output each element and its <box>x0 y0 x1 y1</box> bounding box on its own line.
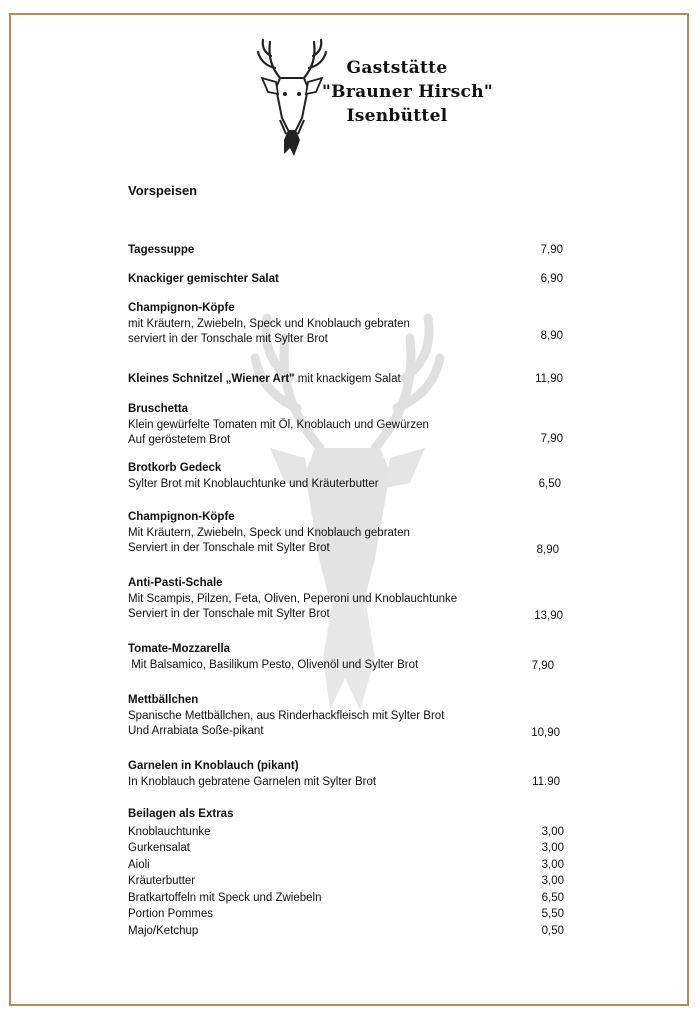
item-price: 8,90 <box>536 544 559 556</box>
extra-price: 3,00 <box>541 859 564 871</box>
item-description: Mit Balsamico, Basilikum Pesto, Olivenöl und Sylter Brot <box>128 658 419 671</box>
extras-title: Beilagen als Extras <box>128 808 234 820</box>
extra-price: 6,50 <box>541 892 564 904</box>
title-line-3: Isenbüttel <box>346 106 448 126</box>
menu-item <box>128 272 568 288</box>
extra-name: Gurkensalat <box>128 842 191 854</box>
menu-item <box>128 402 568 449</box>
menu-item <box>128 576 568 623</box>
item-name: Kleines Schnitzel „Wiener Art" <box>128 373 295 385</box>
item-price: 11.90 <box>532 776 560 788</box>
item-description: Sylter Brot mit Knoblauchtunke und Kräuterbutter <box>128 477 379 490</box>
item-description: Mit Kräutern, Zwiebeln, Speck und Knoblauch gebraten <box>128 526 410 539</box>
item-price: 13,90 <box>534 610 563 622</box>
item-description: Serviert in der Tonschale mit Sylter Brot <box>128 608 330 620</box>
item-price: 10,90 <box>531 727 560 739</box>
item-description: Auf geröstetem Brot <box>128 434 231 446</box>
restaurant-title <box>322 56 494 128</box>
item-price: 7,90 <box>531 660 554 672</box>
item-description: mit Kräutern, Zwiebeln, Speck und Knoblauch gebraten <box>128 317 410 330</box>
item-description: Spanische Mettbällchen, aus Rinderhackfleisch mit Sylter Brot <box>128 709 445 722</box>
item-price: 6,50 <box>538 478 561 490</box>
extra-name: Majo/Ketchup <box>128 925 199 937</box>
extra-price: 3,00 <box>541 875 564 887</box>
extra-name: Aioli <box>128 859 150 871</box>
item-name: Champignon-Köpfe <box>128 302 235 314</box>
item-name: Bruschetta <box>128 403 189 415</box>
item-name: Champignon-Köpfe <box>128 511 235 523</box>
title-line-1: Gaststätte <box>346 58 448 78</box>
item-name: Brotkorb Gedeck <box>128 462 222 474</box>
menu-item <box>128 243 568 259</box>
extra-name: Kräuterbutter <box>128 875 196 887</box>
extra-name: Knoblauchtunke <box>128 826 211 838</box>
item-description: In Knoblauch gebratene Garnelen mit Sylter Brot <box>128 775 377 788</box>
item-price: 6,90 <box>540 273 563 285</box>
item-price: 7,90 <box>540 433 563 445</box>
extra-name: Portion Pommes <box>128 908 214 920</box>
title-line-2: "Brauner Hirsch" <box>322 82 494 102</box>
menu-item <box>128 372 568 388</box>
item-name: Mettbällchen <box>128 694 199 706</box>
menu-item <box>128 301 568 348</box>
extra-price: 3,00 <box>541 842 564 854</box>
item-name: Anti-Pasti-Schale <box>128 577 223 589</box>
item-price: 7,90 <box>540 244 563 256</box>
extra-name: Bratkartoffeln mit Speck und Zwiebeln <box>128 892 322 904</box>
item-price: 8,90 <box>540 330 563 342</box>
item-description: Und Arrabiata Soße-pikant <box>128 725 264 737</box>
section-title: Vorspeisen <box>128 183 198 198</box>
extra-price: 5,50 <box>541 908 564 920</box>
item-description: Klein gewürfelte Tomaten mit Öl, Knoblauch und Gewürzen <box>128 418 429 431</box>
extra-price: 3,00 <box>541 826 564 838</box>
item-name: Knackiger gemischter Salat <box>128 273 279 285</box>
item-name-suffix: mit knackigem Salat <box>294 373 401 385</box>
item-name: Tagessuppe <box>128 244 195 256</box>
item-name: Garnelen in Knoblauch (pikant) <box>128 760 299 772</box>
item-description: serviert in der Tonschale mit Sylter Brot <box>128 333 328 345</box>
extra-price: 0,50 <box>541 925 564 937</box>
item-name: Tomate-Mozzarella <box>128 643 231 655</box>
item-description: Mit Scampis, Pilzen, Feta, Oliven, Peperoni und Knoblauchtunke <box>128 592 458 605</box>
item-description: Serviert in der Tonschale mit Sylter Brot <box>128 542 330 554</box>
item-price: 11,90 <box>535 373 563 385</box>
